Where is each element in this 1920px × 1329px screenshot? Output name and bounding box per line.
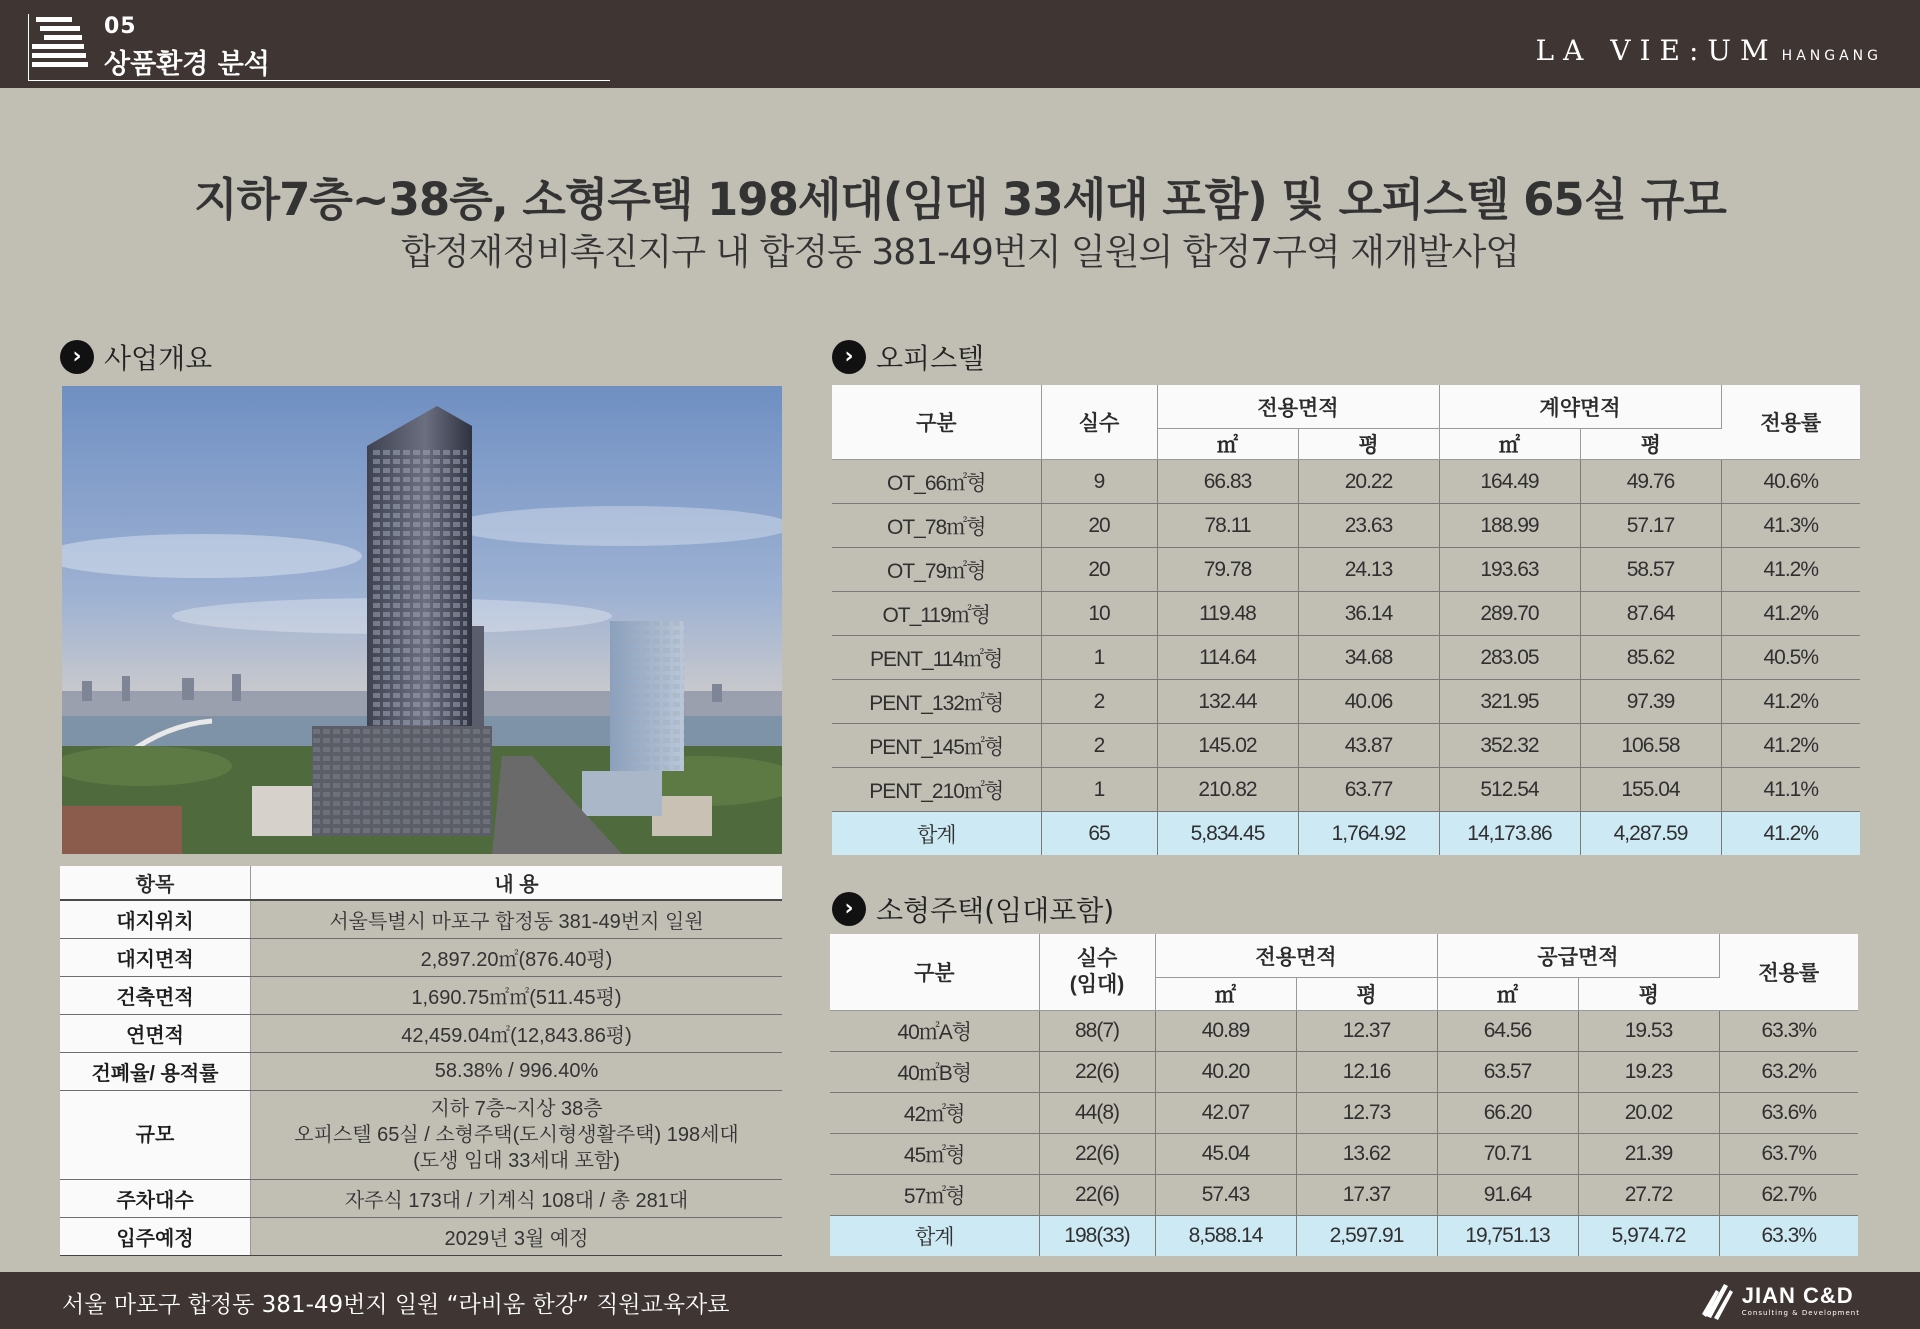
table-cell: 283.05: [1439, 636, 1580, 680]
total-cell: 198(33): [1039, 1216, 1155, 1257]
small-housing-table-body: [830, 1011, 1858, 1257]
subheader-pyeong: 평: [1580, 429, 1721, 460]
total-cell: 5,834.45: [1157, 812, 1298, 856]
table-cell: 1: [1041, 768, 1157, 812]
table-cell: 17.37: [1296, 1175, 1437, 1216]
table-row: [60, 1218, 782, 1256]
table-cell: PENT_114㎡형: [832, 636, 1041, 680]
table-cell: 36.14: [1298, 592, 1439, 636]
table-cell: 42㎡형: [830, 1093, 1039, 1134]
small-housing-heading-label: 소형주택(임대포함): [876, 894, 1115, 927]
table-cell: 78.11: [1157, 504, 1298, 548]
table-cell: 20: [1041, 504, 1157, 548]
table-cell: 41.2%: [1721, 548, 1860, 592]
table-cell: 321.95: [1439, 680, 1580, 724]
table-cell: PENT_145㎡형: [832, 724, 1041, 768]
row-value-line: (도생 임대 33세대 포함): [413, 1150, 620, 1172]
table-cell: 34.68: [1298, 636, 1439, 680]
brand-logo: [1536, 34, 1882, 67]
total-cell: 합계: [830, 1216, 1039, 1257]
table-cell: 63.6%: [1719, 1093, 1858, 1134]
total-cell: 8,588.14: [1155, 1216, 1296, 1257]
table-row: [60, 939, 782, 977]
row-label: 대지면적: [60, 939, 251, 977]
row-value: 2,897.20㎡(876.40평): [251, 939, 783, 977]
table-cell: PENT_132㎡형: [832, 680, 1041, 724]
table-row: [830, 1011, 1858, 1052]
row-label: 대지위치: [60, 900, 251, 939]
table-cell: 66.83: [1157, 460, 1298, 504]
table-cell: 12.73: [1296, 1093, 1437, 1134]
row-value: 58.38% / 996.40%: [251, 1053, 783, 1091]
table-cell: OT_66㎡형: [832, 460, 1041, 504]
table-total-row: [830, 1216, 1858, 1257]
subheader-m2: ㎡: [1437, 978, 1578, 1011]
table-cell: 27.72: [1578, 1175, 1719, 1216]
total-cell: 1,764.92: [1298, 812, 1439, 856]
page-subheadline: 합정재정비촉진지구 내 합정동 381-49번지 일원의 합정7구역 재개발사업: [400, 232, 1520, 273]
table-row: [832, 680, 1860, 724]
table-cell: 63.7%: [1719, 1134, 1858, 1175]
table-row: [832, 460, 1860, 504]
chevron-right-icon: ›: [60, 340, 94, 374]
table-cell: 21.39: [1578, 1134, 1719, 1175]
table-cell: 44(8): [1039, 1093, 1155, 1134]
officetel-table: [832, 385, 1860, 855]
table-cell: 41.1%: [1721, 768, 1860, 812]
column-header-type: 구분: [830, 934, 1039, 1011]
column-header-units: [1039, 934, 1155, 1011]
table-cell: 289.70: [1439, 592, 1580, 636]
column-header-item: 항목: [60, 866, 251, 900]
footer-bar: [0, 1272, 1920, 1329]
table-cell: 40.89: [1155, 1011, 1296, 1052]
table-cell: 114.64: [1157, 636, 1298, 680]
table-row: [830, 1093, 1858, 1134]
table-cell: 23.63: [1298, 504, 1439, 548]
table-cell: 512.54: [1439, 768, 1580, 812]
table-cell: PENT_210㎡형: [832, 768, 1041, 812]
column-header-type: 구분: [832, 385, 1041, 460]
table-cell: 24.13: [1298, 548, 1439, 592]
units-header-line: 실수: [1076, 947, 1118, 970]
column-header-supply-area: 공급면적: [1437, 934, 1719, 978]
row-value: 2029년 3월 예정: [251, 1218, 783, 1256]
table-cell: 40.5%: [1721, 636, 1860, 680]
table-cell: 87.64: [1580, 592, 1721, 636]
table-cell: 12.16: [1296, 1052, 1437, 1093]
table-cell: 193.63: [1439, 548, 1580, 592]
table-cell: 22(6): [1039, 1052, 1155, 1093]
table-cell: 43.87: [1298, 724, 1439, 768]
row-label: 입주예정: [60, 1218, 251, 1256]
small-housing-table: [830, 934, 1858, 1256]
footer-caption: 서울 마포구 합정동 381-49번지 일원 “라비움 한강” 직원교육자료: [62, 1292, 730, 1318]
subheader-m2: ㎡: [1157, 429, 1298, 460]
units-header-line: (임대): [1069, 973, 1125, 996]
table-row: [830, 1175, 1858, 1216]
header-divider: [28, 14, 29, 80]
table-cell: 91.64: [1437, 1175, 1578, 1216]
total-cell: 19,751.13: [1437, 1216, 1578, 1257]
table-cell: 42.07: [1155, 1093, 1296, 1134]
table-row: [832, 768, 1860, 812]
row-label: 건축면적: [60, 977, 251, 1015]
page-headline: 지하7층~38층, 소형주택 198세대(임대 33세대 포함) 및 오피스텔 65실 규모: [194, 173, 1726, 226]
row-value: [251, 1091, 783, 1180]
table-cell: 2: [1041, 680, 1157, 724]
table-cell: 210.82: [1157, 768, 1298, 812]
table-cell: 10: [1041, 592, 1157, 636]
row-value: 자주식 173대 / 기계식 108대 / 총 281대: [251, 1180, 783, 1218]
table-row: [832, 504, 1860, 548]
officetel-table-body: [832, 460, 1860, 856]
table-row: [830, 1134, 1858, 1175]
table-cell: 20: [1041, 548, 1157, 592]
table-cell: 132.44: [1157, 680, 1298, 724]
brand-name: LA VIE:UM: [1535, 34, 1778, 67]
table-cell: 352.32: [1439, 724, 1580, 768]
table-cell: OT_119㎡형: [832, 592, 1041, 636]
table-cell: 12.37: [1296, 1011, 1437, 1052]
row-value: 1,690.75㎡㎡(511.45평): [251, 977, 783, 1015]
column-header-exclusive-area: 전용면적: [1155, 934, 1437, 978]
table-cell: OT_78㎡형: [832, 504, 1041, 548]
column-header-contract-area: 계약면적: [1439, 385, 1721, 429]
table-cell: 63.3%: [1719, 1011, 1858, 1052]
total-cell: 합계: [832, 812, 1041, 856]
table-cell: 40㎡B형: [830, 1052, 1039, 1093]
table-cell: 63.57: [1437, 1052, 1578, 1093]
table-row: [60, 1015, 782, 1053]
row-value-line: 지하 7층~지상 38층: [430, 1098, 603, 1120]
table-cell: 13.62: [1296, 1134, 1437, 1175]
table-cell: 70.71: [1437, 1134, 1578, 1175]
table-row: [60, 1180, 782, 1218]
table-cell: 19.23: [1578, 1052, 1719, 1093]
table-cell: 19.53: [1578, 1011, 1719, 1052]
company-logo-icon: [1702, 1280, 1736, 1320]
table-header-row: [60, 866, 782, 900]
table-cell: 79.78: [1157, 548, 1298, 592]
row-label: 주차대수: [60, 1180, 251, 1218]
table-cell: 106.58: [1580, 724, 1721, 768]
table-cell: 41.3%: [1721, 504, 1860, 548]
table-cell: 45.04: [1155, 1134, 1296, 1175]
table-header-row: [830, 934, 1858, 978]
table-cell: 40.20: [1155, 1052, 1296, 1093]
table-cell: OT_79㎡형: [832, 548, 1041, 592]
table-cell: 22(6): [1039, 1134, 1155, 1175]
overview-heading: [60, 337, 212, 377]
table-cell: 119.48: [1157, 592, 1298, 636]
table-cell: 40.06: [1298, 680, 1439, 724]
table-row: [830, 1052, 1858, 1093]
table-header-row: [832, 385, 1860, 429]
table-cell: 40.6%: [1721, 460, 1860, 504]
table-cell: 63.77: [1298, 768, 1439, 812]
table-cell: 62.7%: [1719, 1175, 1858, 1216]
row-label: 규모: [60, 1091, 251, 1180]
subheader-pyeong: 평: [1298, 429, 1439, 460]
table-cell: 1: [1041, 636, 1157, 680]
table-row: [60, 1053, 782, 1091]
chevron-right-icon: ›: [832, 340, 866, 374]
table-cell: 88(7): [1039, 1011, 1155, 1052]
table-cell: 9: [1041, 460, 1157, 504]
building-rendering-image: [62, 386, 782, 854]
subheader-pyeong: 평: [1296, 978, 1437, 1011]
column-header-ratio: 전용률: [1719, 934, 1858, 1011]
total-cell: 63.3%: [1719, 1216, 1858, 1257]
table-row: [60, 977, 782, 1015]
small-housing-heading: [832, 889, 1114, 929]
overview-heading-label: 사업개요: [104, 342, 213, 375]
row-value-line: 오피스텔 65실 / 소형주택(도시형생활주택) 198세대: [294, 1124, 739, 1146]
total-cell: 4,287.59: [1580, 812, 1721, 856]
section-number: 05: [104, 14, 137, 39]
table-row: [60, 900, 782, 939]
table-cell: 40㎡A형: [830, 1011, 1039, 1052]
total-cell: 5,974.72: [1578, 1216, 1719, 1257]
officetel-heading: [832, 337, 984, 377]
row-value: 42,459.04㎡(12,843.86평): [251, 1015, 783, 1053]
table-cell: 66.20: [1437, 1093, 1578, 1134]
table-cell: 63.2%: [1719, 1052, 1858, 1093]
brand-subtitle: HANGANG: [1781, 48, 1882, 64]
table-cell: 57.43: [1155, 1175, 1296, 1216]
table-cell: 155.04: [1580, 768, 1721, 812]
subheader-pyeong: 평: [1578, 978, 1719, 1011]
table-total-row: [832, 812, 1860, 856]
table-cell: 57㎡형: [830, 1175, 1039, 1216]
company-tagline: Consulting & Development: [1741, 1309, 1860, 1317]
table-cell: 58.57: [1580, 548, 1721, 592]
subheader-m2: ㎡: [1439, 429, 1580, 460]
table-cell: 64.56: [1437, 1011, 1578, 1052]
company-logo: [1702, 1280, 1860, 1320]
table-row: [832, 724, 1860, 768]
table-cell: 45㎡형: [830, 1134, 1039, 1175]
row-value: 서울특별시 마포구 합정동 381-49번지 일원: [251, 900, 783, 939]
table-cell: 20.22: [1298, 460, 1439, 504]
table-row: [832, 592, 1860, 636]
row-label: 건폐율/ 용적률: [60, 1053, 251, 1091]
table-row: [60, 1091, 782, 1180]
table-cell: 164.49: [1439, 460, 1580, 504]
table-row: [832, 636, 1860, 680]
table-cell: 41.2%: [1721, 680, 1860, 724]
column-header-units: 실수: [1041, 385, 1157, 460]
row-label: 연면적: [60, 1015, 251, 1053]
table-cell: 57.17: [1580, 504, 1721, 548]
company-name: JIAN C&D: [1741, 1283, 1854, 1308]
total-cell: 2,597.91: [1296, 1216, 1437, 1257]
table-cell: 97.39: [1580, 680, 1721, 724]
table-cell: 145.02: [1157, 724, 1298, 768]
total-cell: 65: [1041, 812, 1157, 856]
column-header-content: 내 용: [251, 866, 783, 900]
header-underline: [28, 80, 610, 81]
table-cell: 188.99: [1439, 504, 1580, 548]
section-title: 상품환경 분석: [104, 49, 270, 80]
table-cell: 85.62: [1580, 636, 1721, 680]
table-cell: 2: [1041, 724, 1157, 768]
officetel-heading-label: 오피스텔: [876, 342, 985, 375]
header-bar: [0, 0, 1920, 88]
subheader-m2: ㎡: [1155, 978, 1296, 1011]
table-row: [832, 548, 1860, 592]
chevron-right-icon: ›: [832, 892, 866, 926]
total-cell: 14,173.86: [1439, 812, 1580, 856]
table-cell: 41.2%: [1721, 592, 1860, 636]
total-cell: 41.2%: [1721, 812, 1860, 856]
table-cell: 41.2%: [1721, 724, 1860, 768]
table-cell: 49.76: [1580, 460, 1721, 504]
column-header-ratio: 전용률: [1721, 385, 1860, 460]
project-overview-table: [60, 866, 782, 1256]
table-cell: 20.02: [1578, 1093, 1719, 1134]
table-cell: 22(6): [1039, 1175, 1155, 1216]
column-header-exclusive-area: 전용면적: [1157, 385, 1439, 429]
